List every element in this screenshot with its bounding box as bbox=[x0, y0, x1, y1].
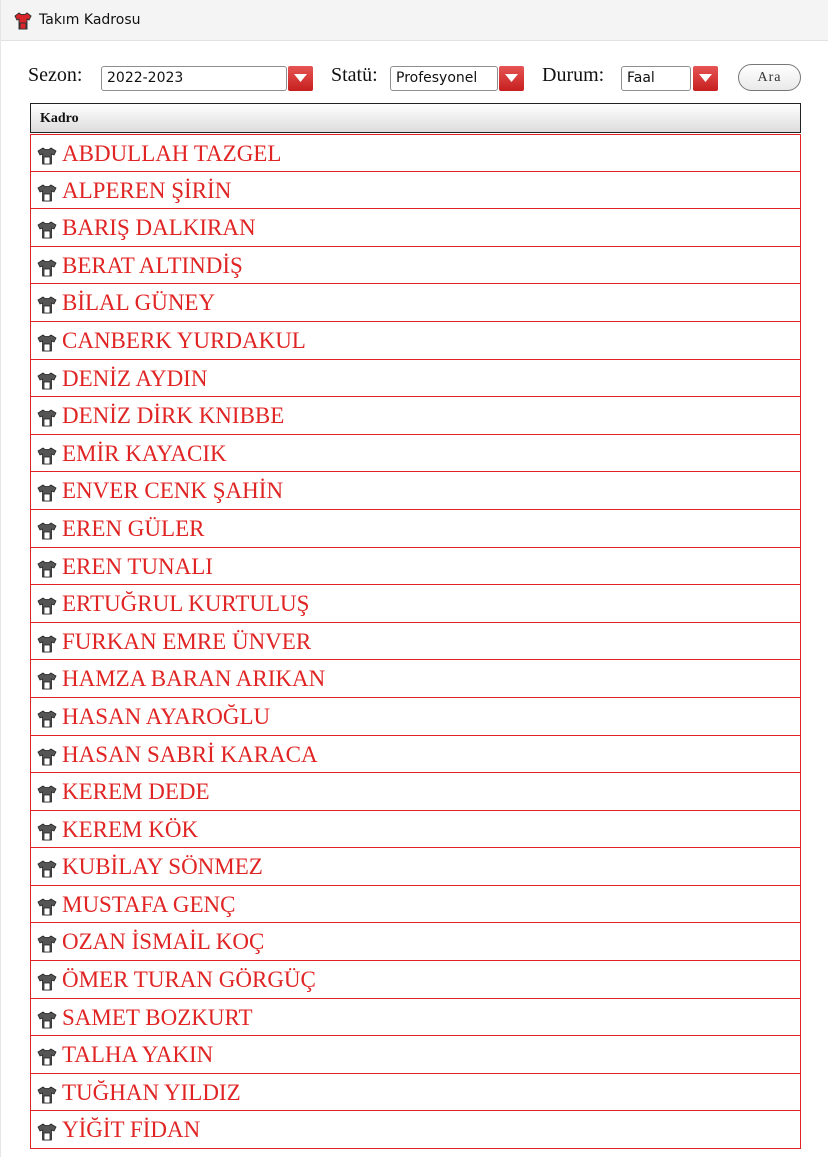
player-name[interactable]: MUSTAFA GENÇ bbox=[62, 891, 236, 917]
jersey-icon bbox=[36, 972, 58, 992]
player-row[interactable] bbox=[30, 548, 801, 586]
player-row[interactable] bbox=[30, 698, 801, 736]
state-select[interactable] bbox=[621, 66, 691, 91]
player-row[interactable] bbox=[30, 999, 801, 1037]
player-row[interactable] bbox=[30, 172, 801, 210]
player-name[interactable]: HAMZA BARAN ARIKAN bbox=[62, 666, 326, 692]
jersey-icon bbox=[36, 220, 58, 240]
player-row[interactable] bbox=[30, 397, 801, 435]
season-dropdown-button[interactable] bbox=[288, 66, 313, 91]
player-row[interactable] bbox=[30, 284, 801, 322]
player-row[interactable] bbox=[30, 247, 801, 285]
player-name[interactable]: TUĞHAN YILDIZ bbox=[62, 1079, 241, 1105]
player-row[interactable] bbox=[30, 322, 801, 360]
red-jersey-icon bbox=[13, 11, 33, 31]
player-name[interactable]: OZAN İSMAİL KOÇ bbox=[62, 929, 265, 955]
panel-header bbox=[1, 0, 828, 41]
chevron-down-icon bbox=[699, 74, 712, 83]
jersey-icon bbox=[36, 258, 58, 278]
state-label: Durum: bbox=[542, 64, 605, 86]
jersey-icon bbox=[36, 521, 58, 541]
player-name[interactable]: YİĞİT FİDAN bbox=[62, 1117, 201, 1143]
chevron-down-icon bbox=[505, 74, 518, 83]
player-row[interactable] bbox=[30, 209, 801, 247]
player-name[interactable]: KEREM DEDE bbox=[62, 779, 210, 805]
player-name[interactable]: EREN TUNALI bbox=[62, 553, 213, 579]
jersey-icon bbox=[36, 897, 58, 917]
player-name[interactable]: EREN GÜLER bbox=[62, 515, 205, 541]
player-name[interactable]: KEREM KÖK bbox=[62, 816, 199, 842]
player-row[interactable] bbox=[30, 134, 801, 172]
player-name[interactable]: DENİZ AYDIN bbox=[62, 365, 208, 391]
player-name[interactable]: ABDULLAH TAZGEL bbox=[62, 141, 282, 166]
status-select[interactable] bbox=[390, 66, 498, 91]
jersey-icon bbox=[36, 747, 58, 767]
player-row[interactable] bbox=[30, 1036, 801, 1074]
player-row[interactable] bbox=[30, 360, 801, 398]
player-name[interactable]: BİLAL GÜNEY bbox=[62, 290, 216, 316]
jersey-icon bbox=[36, 146, 58, 166]
jersey-icon bbox=[36, 446, 58, 466]
player-row[interactable] bbox=[30, 848, 801, 886]
season-select-value: 2022-2023 bbox=[107, 70, 184, 86]
jersey-icon bbox=[36, 709, 58, 729]
player-row[interactable] bbox=[30, 736, 801, 774]
player-name[interactable]: ALPEREN ŞİRİN bbox=[62, 177, 232, 203]
player-row[interactable] bbox=[30, 1111, 801, 1149]
roster-table-header bbox=[30, 103, 801, 133]
player-name[interactable]: ENVER CENK ŞAHİN bbox=[62, 478, 284, 504]
player-row[interactable] bbox=[30, 435, 801, 473]
player-row[interactable] bbox=[30, 886, 801, 924]
jersey-icon bbox=[36, 1085, 58, 1105]
player-name[interactable]: HASAN AYAROĞLU bbox=[62, 703, 271, 729]
player-row[interactable] bbox=[30, 472, 801, 510]
player-name[interactable]: SAMET BOZKURT bbox=[62, 1004, 253, 1030]
player-name[interactable]: CANBERK YURDAKUL bbox=[62, 327, 306, 353]
jersey-icon bbox=[36, 934, 58, 954]
player-row[interactable] bbox=[30, 510, 801, 548]
search-button[interactable]: Ara bbox=[738, 64, 801, 91]
status-dropdown-button[interactable] bbox=[499, 66, 524, 91]
player-name[interactable]: ERTUĞRUL KURTULUŞ bbox=[62, 591, 310, 617]
status-label: Statü: bbox=[331, 64, 378, 86]
jersey-icon bbox=[36, 822, 58, 842]
player-name[interactable]: ÖMER TURAN GÖRGÜÇ bbox=[62, 967, 316, 993]
jersey-icon bbox=[36, 784, 58, 804]
jersey-icon bbox=[36, 859, 58, 879]
panel-title: Takım Kadrosu bbox=[39, 12, 141, 28]
player-row[interactable] bbox=[30, 1074, 801, 1112]
player-row[interactable] bbox=[30, 773, 801, 811]
jersey-icon bbox=[36, 408, 58, 428]
player-row[interactable] bbox=[30, 811, 801, 849]
jersey-icon bbox=[36, 1010, 58, 1030]
player-name[interactable]: BERAT ALTINDİŞ bbox=[62, 252, 243, 278]
player-name[interactable]: EMİR KAYACIK bbox=[62, 440, 227, 466]
jersey-icon bbox=[36, 371, 58, 391]
player-name[interactable]: DENİZ DİRK KNIBBE bbox=[62, 403, 285, 429]
player-name[interactable]: KUBİLAY SÖNMEZ bbox=[62, 854, 263, 880]
jersey-icon bbox=[36, 295, 58, 315]
player-row[interactable] bbox=[30, 660, 801, 698]
jersey-icon bbox=[36, 596, 58, 616]
season-select[interactable] bbox=[101, 66, 287, 91]
player-row[interactable] bbox=[30, 961, 801, 999]
roster-list bbox=[30, 134, 801, 1149]
player-row[interactable] bbox=[30, 623, 801, 661]
player-name[interactable]: BARIŞ DALKIRAN bbox=[62, 215, 256, 241]
chevron-down-icon bbox=[294, 74, 307, 83]
jersey-icon bbox=[36, 634, 58, 654]
jersey-icon bbox=[36, 671, 58, 691]
jersey-icon bbox=[36, 333, 58, 353]
roster-column-label: Kadro bbox=[40, 111, 79, 126]
player-name[interactable]: TALHA YAKIN bbox=[62, 1042, 214, 1068]
player-row[interactable] bbox=[30, 923, 801, 961]
jersey-icon bbox=[36, 559, 58, 579]
state-dropdown-button[interactable] bbox=[693, 66, 718, 91]
filter-bar bbox=[1, 60, 828, 100]
player-name[interactable]: HASAN SABRİ KARACA bbox=[62, 741, 318, 767]
jersey-icon bbox=[36, 183, 58, 203]
jersey-icon bbox=[36, 1047, 58, 1067]
jersey-icon bbox=[36, 1122, 58, 1142]
status-select-value: Profesyonel bbox=[396, 70, 478, 86]
state-select-value: Faal bbox=[627, 70, 655, 86]
player-name[interactable]: FURKAN EMRE ÜNVER bbox=[62, 628, 312, 654]
season-label: Sezon: bbox=[28, 64, 83, 86]
player-row[interactable] bbox=[30, 585, 801, 623]
jersey-icon bbox=[36, 483, 58, 503]
